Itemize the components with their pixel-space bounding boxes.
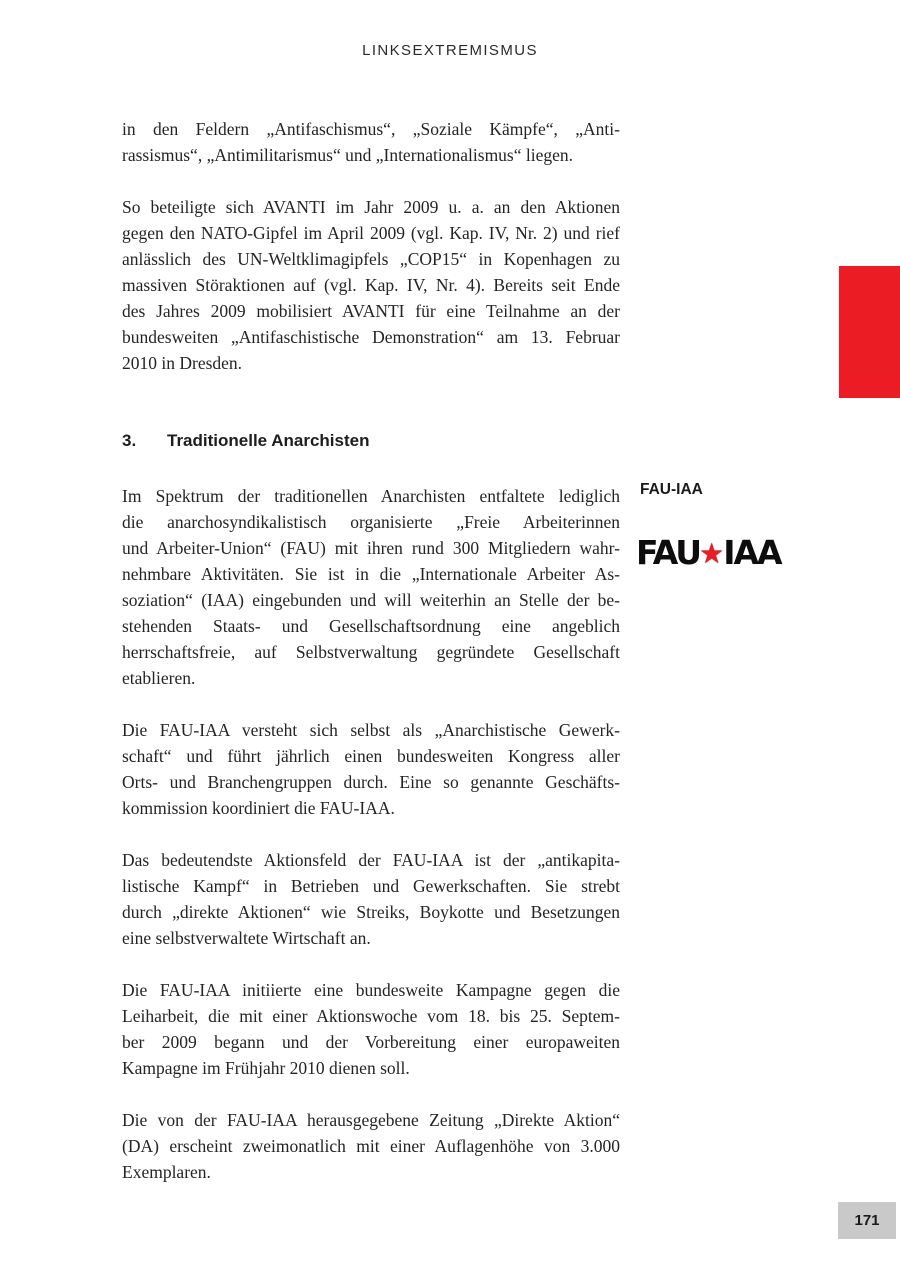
body-text-column bbox=[122, 116, 620, 1185]
section-heading bbox=[122, 430, 620, 452]
text-line: Die FAU-IAA versteht sich selbst als „Anarchistische Gewerk- bbox=[122, 720, 620, 740]
section-number: 3. bbox=[122, 431, 137, 450]
page-number: 171 bbox=[854, 1212, 880, 1229]
text-line: herrschaftsfreie, auf Selbstverwaltung gegründete Gesellschaft bbox=[122, 642, 620, 662]
margin-note-label: FAU-IAA bbox=[640, 481, 703, 498]
page-number-badge bbox=[838, 1202, 896, 1239]
text-line: des Jahres 2009 mobilisiert AVANTI für eine Teilnahme an der bbox=[122, 301, 620, 321]
text-line: Die von der FAU-IAA herausgegebene Zeitung „Direkte Aktion“ bbox=[122, 1110, 620, 1130]
text-line: (DA) erscheint zweimonatlich mit einer Auflagenhöhe von 3.000 bbox=[122, 1136, 620, 1156]
text-line: listische Kampf“ in Betrieben und Gewerkschaften. Sie strebt bbox=[122, 876, 620, 896]
text-line: Orts- und Branchengruppen durch. Eine so genannte Geschäfts- bbox=[122, 772, 620, 792]
paragraph-fau-aktionsfeld bbox=[122, 847, 620, 951]
text-line: die anarchosyndikalistisch organisierte „Freie Arbeiterinnen bbox=[122, 512, 620, 532]
text-line: So beteiligte sich AVANTI im Jahr 2009 u. a. an den Aktionen bbox=[122, 197, 620, 217]
section-title: Traditionelle Anarchisten bbox=[167, 431, 370, 450]
logo-text-iaa: IAA bbox=[723, 532, 781, 572]
fau-iaa-logo bbox=[636, 533, 781, 571]
text-line: durch „direkte Aktionen“ wie Streiks, Boykotte und Besetzungen bbox=[122, 902, 620, 922]
text-line: Im Spektrum der traditionellen Anarchisten entfaltete lediglich bbox=[122, 486, 620, 506]
paragraph-fau-gewerkschaft bbox=[122, 717, 620, 821]
text-line: soziation“ (IAA) eingebunden und will weiterhin an Stelle der be- bbox=[122, 590, 620, 610]
text-line: Das bedeutendste Aktionsfeld der FAU-IAA ist der „antikapita- bbox=[122, 850, 620, 870]
text-line: Die FAU-IAA initiierte eine bundesweite Kampagne gegen die bbox=[122, 980, 620, 1000]
text-line: in den Feldern „Antifaschismus“, „Soziale Kämpfe“, „Anti- bbox=[122, 119, 620, 139]
text-line: schaft“ und führt jährlich einen bundesweiten Kongress aller bbox=[122, 746, 620, 766]
paragraph-fau-spektrum bbox=[122, 483, 620, 691]
chapter-thumb-marker bbox=[839, 266, 900, 398]
text-line: stehenden Staats- und Gesellschaftsordnung eine angeblich bbox=[122, 616, 620, 636]
text-line: Exemplaren. bbox=[122, 1162, 211, 1182]
paragraph-fau-kampagne bbox=[122, 977, 620, 1081]
text-line: etablieren. bbox=[122, 668, 196, 688]
text-line: eine selbstverwaltete Wirtschaft an. bbox=[122, 928, 371, 948]
paragraph-intro bbox=[122, 116, 620, 168]
text-line: massiven Störaktionen auf (vgl. Kap. IV, Nr. 4). Bereits seit Ende bbox=[122, 275, 620, 295]
text-line: Leiharbeit, die mit einer Aktionswoche vom 18. bis 25. Septem- bbox=[122, 1006, 620, 1026]
paragraph-avanti bbox=[122, 194, 620, 376]
red-star-icon: ★ bbox=[699, 536, 725, 570]
text-line: 2010 in Dresden. bbox=[122, 353, 243, 373]
text-line: Kampagne im Frühjahr 2010 dienen soll. bbox=[122, 1058, 410, 1078]
logo-text-fau: FAU bbox=[636, 532, 701, 572]
text-line: bundesweiten „Antifaschistische Demonstration“ am 13. Februar bbox=[122, 327, 620, 347]
text-line: anlässlich des UN-Weltklimagipfels „COP15“ in Kopenhagen zu bbox=[122, 249, 620, 269]
text-line: rassismus“, „Antimilitarismus“ und „Internationalismus“ liegen. bbox=[122, 145, 574, 165]
text-line: kommission koordiniert die FAU-IAA. bbox=[122, 798, 395, 818]
paragraph-fau-zeitung bbox=[122, 1107, 620, 1185]
text-line: nehmbare Aktivitäten. Sie ist in die „Internationale Arbeiter As- bbox=[122, 564, 620, 584]
running-header: LINKSEXTREMISMUS bbox=[362, 42, 538, 59]
text-line: und Arbeiter-Union“ (FAU) mit ihren rund 300 Mitgliedern wahr- bbox=[122, 538, 620, 558]
text-line: gegen den NATO-Gipfel im April 2009 (vgl. Kap. IV, Nr. 2) und rief bbox=[122, 223, 620, 243]
text-line: ber 2009 begann und der Vorbereitung einer europaweiten bbox=[122, 1032, 620, 1052]
